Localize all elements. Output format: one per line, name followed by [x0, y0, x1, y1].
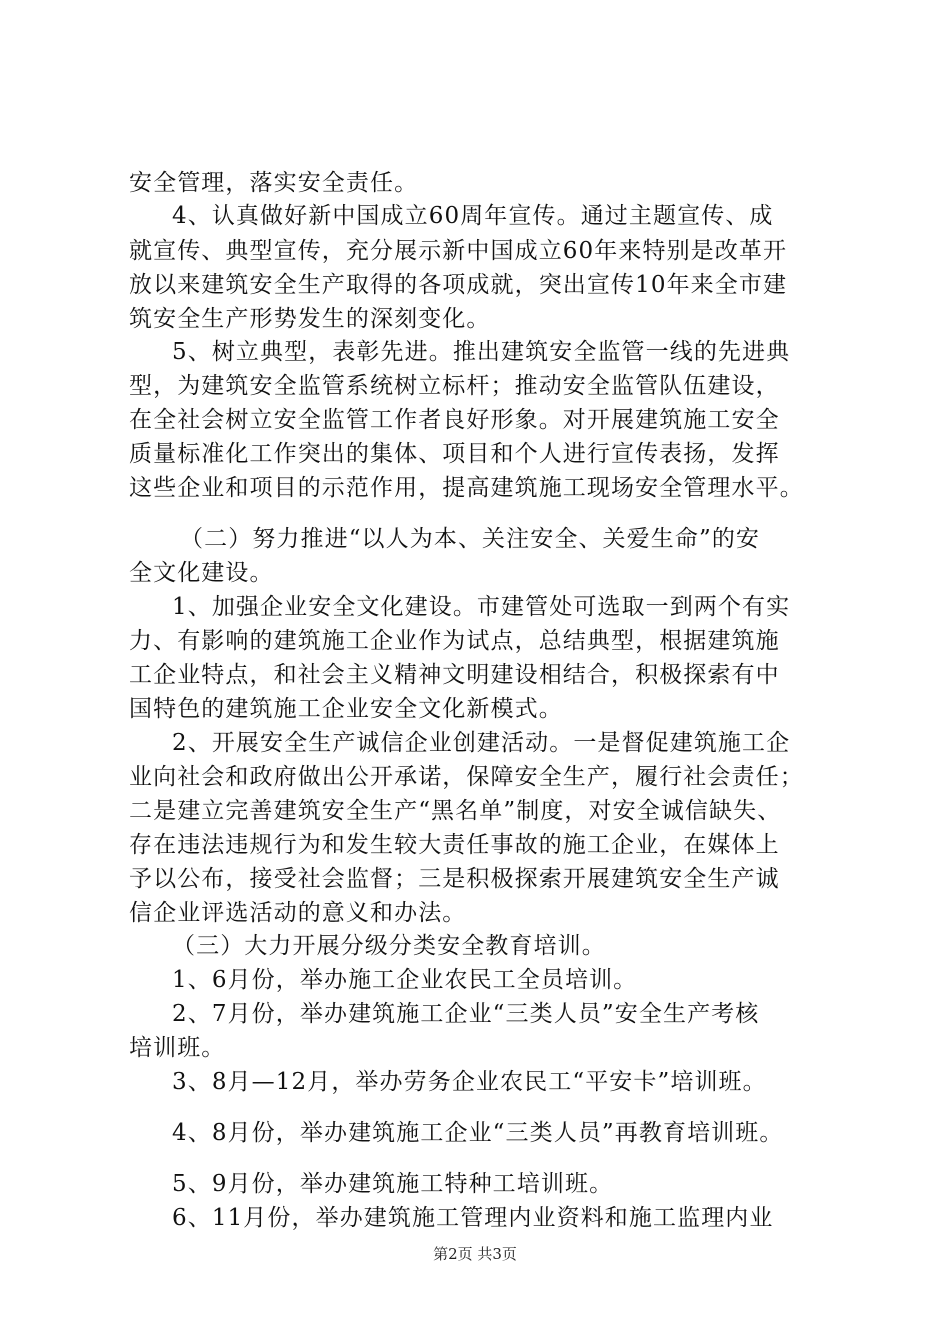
- body-line-27: 3、8月—12月，举办劳务企业农民工“平安卡”培训班。: [172, 1069, 767, 1095]
- body-line-19: 二是建立完善建筑安全生产“黑名单”制度，对安全诚信缺失、: [129, 798, 782, 824]
- body-line-7: 型，为建筑安全监管系统树立标杆；推动安全监管队伍建设，: [129, 373, 780, 399]
- body-line-14: 力、有影响的建筑施工企业作为试点，总结典型，根据建筑施: [129, 628, 780, 654]
- body-line-22: 信企业评选活动的意义和办法。: [129, 900, 467, 926]
- page-number-footer: 第2页 共3页: [433, 1245, 517, 1263]
- body-line-4: 放以来建筑安全生产取得的各项成就，突出宣传10年来全市建: [129, 272, 788, 298]
- body-line-20: 存在违法违规行为和发生较大责任事故的施工企业，在媒体上: [129, 832, 780, 858]
- body-line-12: 全文化建设。: [129, 560, 274, 586]
- body-line-8: 在全社会树立安全监管工作者良好形象。对开展建筑施工安全: [129, 407, 780, 433]
- body-line-10: 这些企业和项目的示范作用，提高建筑施工现场安全管理水平。: [129, 475, 804, 501]
- body-line-1: 安全管理，落实安全责任。: [129, 170, 419, 196]
- body-line-21: 予以公布，接受社会监督；三是积极探索开展建筑安全生产诚: [129, 866, 780, 892]
- body-line-18: 业向社会和政府做出公开承诺，保障安全生产，履行社会责任；: [129, 764, 804, 790]
- body-line-16: 国特色的建筑施工企业安全文化新模式。: [129, 696, 563, 722]
- body-line-2: 4、认真做好新中国成立60周年宣传。通过主题宣传、成: [172, 203, 774, 229]
- body-line-26: 培训班。: [129, 1035, 226, 1061]
- body-line-25: 2、7月份，举办建筑施工企业“三类人员”安全生产考核: [172, 1001, 760, 1027]
- body-line-5: 筑安全生产形势发生的深刻变化。: [129, 306, 491, 332]
- body-line-24: 1、6月份，举办施工企业农民工全员培训。: [172, 967, 638, 993]
- section-heading-3: （三）大力开展分级分类安全教育培训。: [172, 933, 606, 959]
- section-heading-2: （二）努力推进“以人为本、关注安全、关爱生命”的安: [180, 526, 761, 552]
- body-line-30: 6、11月份，举办建筑施工管理内业资料和施工监理内业: [172, 1205, 774, 1231]
- body-line-15: 工企业特点，和社会主义精神文明建设相结合，积极探索有中: [129, 662, 780, 688]
- body-line-17: 2、开展安全生产诚信企业创建活动。一是督促建筑施工企: [172, 730, 791, 756]
- body-line-29: 5、9月份，举办建筑施工特种工培训班。: [172, 1171, 614, 1197]
- body-line-3: 就宣传、典型宣传，充分展示新中国成立60年来特别是改革开: [129, 238, 788, 264]
- body-line-13: 1、加强企业安全文化建设。市建管处可选取一到两个有实: [172, 594, 791, 620]
- body-line-28: 4、8月份，举办建筑施工企业“三类人员”再教育培训班。: [172, 1120, 784, 1146]
- body-line-9: 质量标准化工作突出的集体、项目和个人进行宣传表扬，发挥: [129, 441, 780, 467]
- body-line-6: 5、树立典型，表彰先进。推出建筑安全监管一线的先进典: [172, 339, 791, 365]
